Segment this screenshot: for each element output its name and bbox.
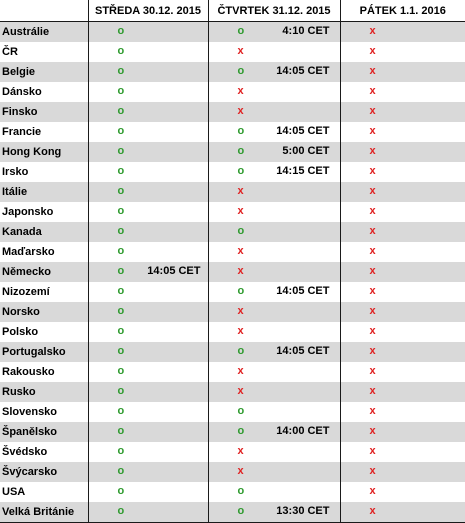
table-row: [0, 102, 465, 122]
day-1-cell: [88, 482, 208, 502]
day-1-cell: [88, 102, 208, 122]
day-1-cell: [88, 462, 208, 482]
open-mark: o: [237, 345, 245, 357]
day-3-cell: [340, 22, 465, 43]
closed-mark: x: [369, 185, 376, 197]
day-3-cell: [340, 42, 465, 62]
open-mark: o: [117, 185, 125, 197]
table-row: [0, 182, 465, 202]
day-3-cell: [340, 62, 465, 82]
day-3-cell: [340, 422, 465, 442]
day-2-cell: [208, 102, 340, 122]
header-country: [0, 0, 88, 22]
closed-mark: x: [369, 465, 376, 477]
open-mark: o: [117, 405, 125, 417]
day-2-cell: [208, 222, 340, 242]
day-2-cell: [208, 122, 340, 142]
closing-time: 14:05 CET: [276, 285, 330, 297]
country-name: Švýcarsko: [0, 462, 88, 482]
day-3-cell: [340, 462, 465, 482]
day-2-cell: [208, 42, 340, 62]
closed-mark: x: [369, 425, 376, 437]
table-row: [0, 22, 465, 43]
country-name: Rusko: [0, 382, 88, 402]
open-mark: o: [117, 505, 125, 517]
day-3-cell: [340, 202, 465, 222]
closed-mark: x: [237, 105, 244, 117]
country-name: Německo: [0, 262, 88, 282]
day-1-cell: [88, 142, 208, 162]
open-mark: o: [117, 285, 125, 297]
day-2-cell: [208, 342, 340, 362]
day-3-cell: [340, 502, 465, 523]
open-mark: o: [117, 385, 125, 397]
closed-mark: x: [369, 145, 376, 157]
day-2-cell: [208, 482, 340, 502]
closed-mark: x: [237, 45, 244, 57]
closing-time: 14:05 CET: [276, 65, 330, 77]
day-2-cell: [208, 22, 340, 43]
closing-time: 13:30 CET: [276, 505, 330, 517]
open-mark: o: [117, 225, 125, 237]
closed-mark: x: [237, 305, 244, 317]
country-name: Irsko: [0, 162, 88, 182]
country-name: Francie: [0, 122, 88, 142]
day-1-cell: [88, 122, 208, 142]
table-row: [0, 342, 465, 362]
open-mark: o: [237, 125, 245, 137]
country-name: Rakousko: [0, 362, 88, 382]
country-name: Norsko: [0, 302, 88, 322]
closing-time: 14:00 CET: [276, 425, 330, 437]
open-mark: o: [117, 465, 125, 477]
header-row: [0, 0, 465, 22]
day-2-cell: [208, 202, 340, 222]
day-2-cell: [208, 162, 340, 182]
table-row: [0, 382, 465, 402]
day-3-cell: [340, 82, 465, 102]
table-row: [0, 442, 465, 462]
country-name: Polsko: [0, 322, 88, 342]
country-name: Japonsko: [0, 202, 88, 222]
day-1-cell: [88, 62, 208, 82]
day-3-cell: [340, 102, 465, 122]
day-1-cell: [88, 262, 208, 282]
open-mark: o: [117, 305, 125, 317]
closed-mark: x: [369, 365, 376, 377]
open-mark: o: [117, 105, 125, 117]
day-3-cell: [340, 122, 465, 142]
day-2-cell: [208, 442, 340, 462]
table-row: [0, 82, 465, 102]
day-1-cell: [88, 442, 208, 462]
country-name: Velká Británie: [0, 502, 88, 523]
table-row: [0, 402, 465, 422]
closed-mark: x: [369, 125, 376, 137]
day-3-cell: [340, 362, 465, 382]
open-mark: o: [237, 165, 245, 177]
table-row: [0, 362, 465, 382]
closing-time: 14:05 CET: [276, 345, 330, 357]
closed-mark: x: [237, 445, 244, 457]
open-mark: o: [117, 425, 125, 437]
day-1-cell: [88, 242, 208, 262]
country-name: ČR: [0, 42, 88, 62]
closed-mark: x: [369, 245, 376, 257]
table-row: [0, 162, 465, 182]
open-mark: o: [117, 25, 125, 37]
closed-mark: x: [237, 325, 244, 337]
table-row: [0, 502, 465, 523]
table-row: [0, 282, 465, 302]
table-row: [0, 422, 465, 442]
day-3-cell: [340, 162, 465, 182]
day-2-cell: [208, 322, 340, 342]
day-1-cell: [88, 382, 208, 402]
closed-mark: x: [369, 45, 376, 57]
open-mark: o: [237, 65, 245, 77]
day-3-cell: [340, 402, 465, 422]
country-name: Slovensko: [0, 402, 88, 422]
country-name: Austrálie: [0, 22, 88, 43]
day-2-cell: [208, 422, 340, 442]
open-mark: o: [117, 205, 125, 217]
country-name: Hong Kong: [0, 142, 88, 162]
day-2-cell: [208, 82, 340, 102]
country-name: Finsko: [0, 102, 88, 122]
closing-time: 14:15 CET: [276, 165, 330, 177]
day-3-cell: [340, 282, 465, 302]
day-2-cell: [208, 462, 340, 482]
closed-mark: x: [369, 385, 376, 397]
table-row: [0, 462, 465, 482]
day-1-cell: [88, 402, 208, 422]
day-1-cell: [88, 182, 208, 202]
day-2-cell: [208, 502, 340, 523]
day-3-cell: [340, 182, 465, 202]
table-row: [0, 42, 465, 62]
day-2-cell: [208, 142, 340, 162]
closed-mark: x: [369, 485, 376, 497]
table-row: [0, 262, 465, 282]
day-1-cell: [88, 162, 208, 182]
closed-mark: x: [237, 265, 244, 277]
day-3-cell: [340, 482, 465, 502]
country-name: Itálie: [0, 182, 88, 202]
closed-mark: x: [237, 385, 244, 397]
open-mark: o: [117, 65, 125, 77]
open-mark: o: [237, 285, 245, 297]
table-row: [0, 122, 465, 142]
day-2-cell: [208, 382, 340, 402]
closing-time: 14:05 CET: [147, 265, 201, 277]
closed-mark: x: [369, 225, 376, 237]
day-1-cell: [88, 302, 208, 322]
table-row: [0, 202, 465, 222]
closed-mark: x: [369, 325, 376, 337]
closed-mark: x: [237, 205, 244, 217]
day-2-cell: [208, 282, 340, 302]
day-3-cell: [340, 302, 465, 322]
table-row: [0, 302, 465, 322]
open-mark: o: [237, 405, 245, 417]
header-day-1: STŘEDA 30.12. 2015: [88, 0, 208, 22]
closed-mark: x: [369, 265, 376, 277]
closed-mark: x: [369, 85, 376, 97]
country-name: Dánsko: [0, 82, 88, 102]
day-1-cell: [88, 322, 208, 342]
closed-mark: x: [369, 285, 376, 297]
country-name: Portugalsko: [0, 342, 88, 362]
country-name: Nizozemí: [0, 282, 88, 302]
open-mark: o: [237, 145, 245, 157]
open-mark: o: [117, 165, 125, 177]
country-name: Švédsko: [0, 442, 88, 462]
open-mark: o: [117, 485, 125, 497]
closed-mark: x: [369, 205, 376, 217]
country-name: Belgie: [0, 62, 88, 82]
day-3-cell: [340, 242, 465, 262]
day-1-cell: [88, 82, 208, 102]
closed-mark: x: [237, 185, 244, 197]
day-3-cell: [340, 382, 465, 402]
table-row: [0, 62, 465, 82]
country-name: Kanada: [0, 222, 88, 242]
open-mark: o: [117, 265, 125, 277]
closed-mark: x: [369, 505, 376, 517]
open-mark: o: [117, 325, 125, 337]
closed-mark: x: [369, 25, 376, 37]
day-3-cell: [340, 222, 465, 242]
day-1-cell: [88, 362, 208, 382]
closed-mark: x: [369, 405, 376, 417]
open-mark: o: [117, 445, 125, 457]
open-mark: o: [117, 125, 125, 137]
day-2-cell: [208, 182, 340, 202]
country-name: USA: [0, 482, 88, 502]
day-2-cell: [208, 302, 340, 322]
open-mark: o: [117, 145, 125, 157]
day-3-cell: [340, 262, 465, 282]
open-mark: o: [117, 245, 125, 257]
header-day-2: ČTVRTEK 31.12. 2015: [208, 0, 340, 22]
table-row: [0, 222, 465, 242]
day-1-cell: [88, 42, 208, 62]
open-mark: o: [237, 225, 245, 237]
day-1-cell: [88, 342, 208, 362]
day-1-cell: [88, 202, 208, 222]
country-name: Maďarsko: [0, 242, 88, 262]
closing-time: 4:10 CET: [282, 25, 330, 37]
header-day-3: PÁTEK 1.1. 2016: [340, 0, 465, 22]
day-2-cell: [208, 262, 340, 282]
open-mark: o: [117, 45, 125, 57]
table-row: [0, 142, 465, 162]
day-3-cell: [340, 322, 465, 342]
day-2-cell: [208, 242, 340, 262]
day-2-cell: [208, 62, 340, 82]
open-mark: o: [237, 425, 245, 437]
closed-mark: x: [369, 165, 376, 177]
open-mark: o: [237, 485, 245, 497]
open-mark: o: [237, 25, 245, 37]
closing-time: 14:05 CET: [276, 125, 330, 137]
day-1-cell: [88, 282, 208, 302]
day-3-cell: [340, 442, 465, 462]
closed-mark: x: [237, 85, 244, 97]
closed-mark: x: [369, 445, 376, 457]
day-3-cell: [340, 342, 465, 362]
day-1-cell: [88, 22, 208, 43]
open-mark: o: [237, 505, 245, 517]
open-mark: o: [117, 345, 125, 357]
open-mark: o: [117, 85, 125, 97]
day-2-cell: [208, 362, 340, 382]
day-2-cell: [208, 402, 340, 422]
country-name: Španělsko: [0, 422, 88, 442]
closed-mark: x: [237, 365, 244, 377]
table-row: [0, 482, 465, 502]
day-1-cell: [88, 422, 208, 442]
closed-mark: x: [237, 465, 244, 477]
closed-mark: x: [369, 305, 376, 317]
closed-mark: x: [237, 245, 244, 257]
closing-time: 5:00 CET: [282, 145, 330, 157]
day-1-cell: [88, 502, 208, 523]
closed-mark: x: [369, 345, 376, 357]
table-row: [0, 322, 465, 342]
open-mark: o: [117, 365, 125, 377]
table-row: [0, 242, 465, 262]
closed-mark: x: [369, 105, 376, 117]
day-3-cell: [340, 142, 465, 162]
day-1-cell: [88, 222, 208, 242]
closed-mark: x: [369, 65, 376, 77]
